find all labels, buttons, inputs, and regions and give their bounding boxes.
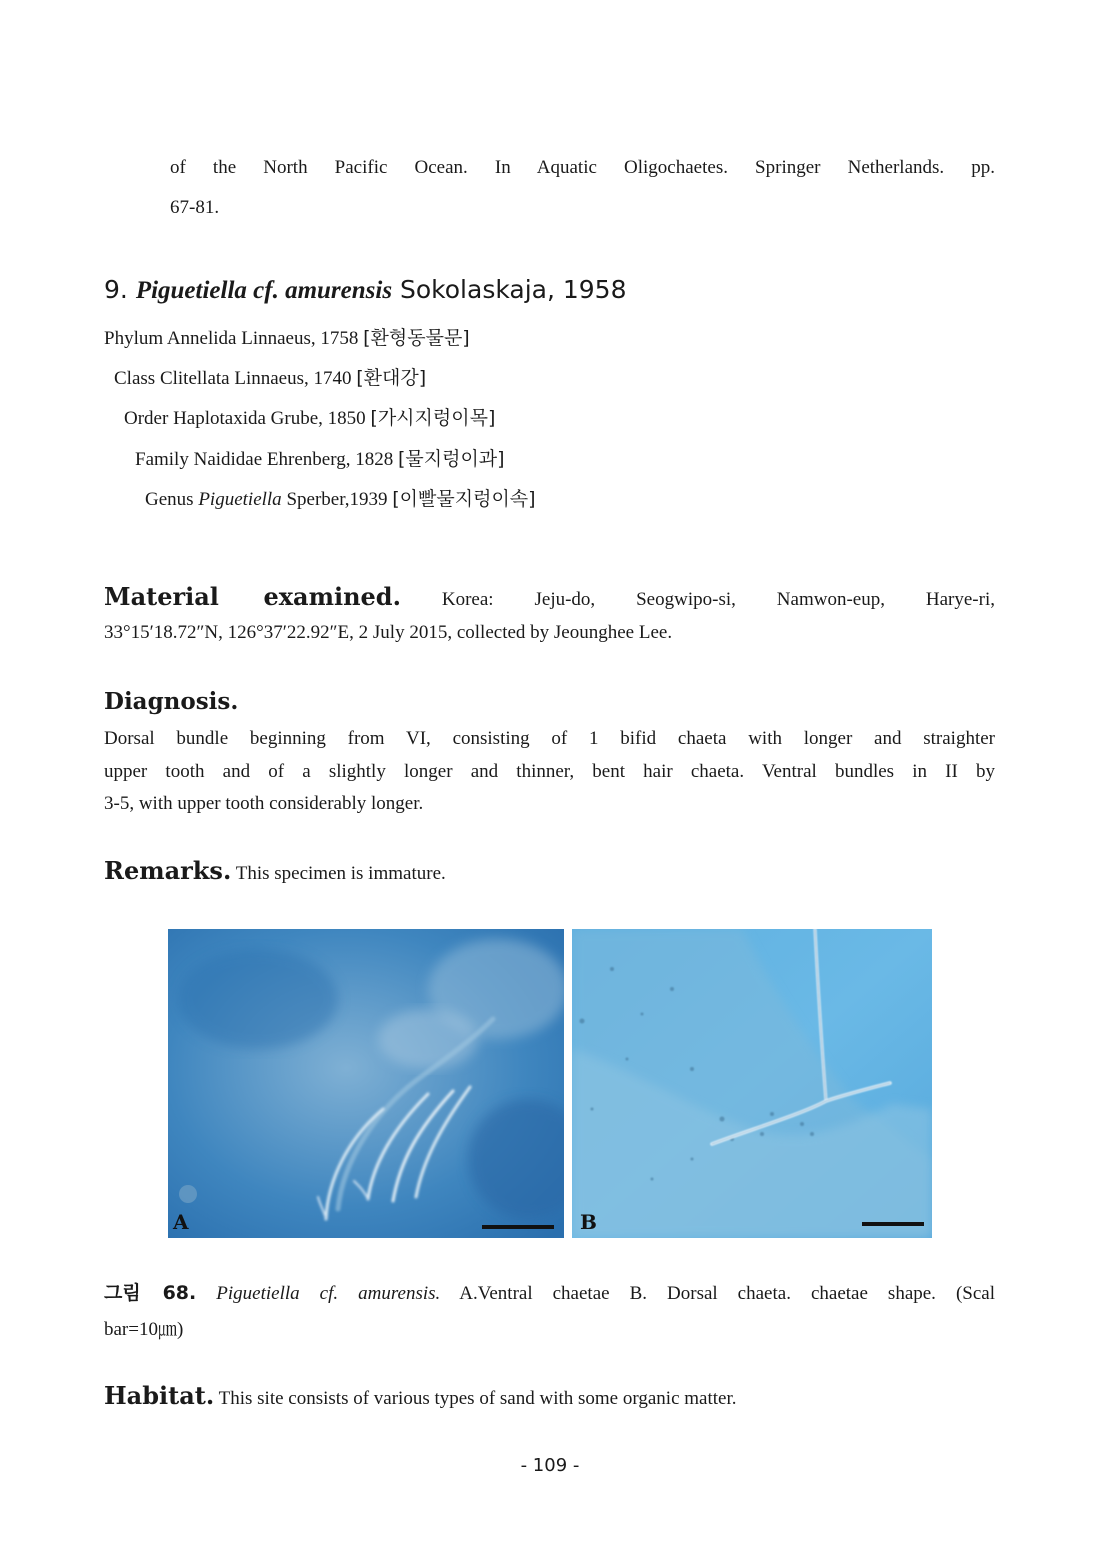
species-name: Piguetiella cf. amurensis xyxy=(135,277,393,304)
taxon-rank: Family xyxy=(135,449,189,470)
reference-line-1: of the North Pacific Ocean. In Aquatic Oligochaetes. Springer Netherlands. pp. xyxy=(170,157,995,178)
diagnosis-line-2: upper tooth and of a slightly longer and thinner, bent hair chaeta. Ventral bundles in II by xyxy=(104,761,995,782)
figure-panel-a xyxy=(168,929,564,1238)
taxon-rank: Order xyxy=(124,408,169,429)
taxon-korean: [환대강] xyxy=(356,367,427,389)
taxon-name: Haplotaxida Grube, 1850 xyxy=(173,408,366,429)
micrograph-dorsal-chaeta xyxy=(572,929,932,1238)
micrograph-ventral-chaetae xyxy=(168,929,564,1238)
diagnosis-line-1: Dorsal bundle beginning from VI, consisting of 1 bifid chaeta with longer and straighter xyxy=(104,728,995,749)
taxon-korean: [물지렁이과] xyxy=(397,448,505,470)
taxon-korean: [가시지렁이목] xyxy=(370,407,496,429)
reference-line-2: 67-81. xyxy=(170,197,220,218)
taxon-name-italic: Piguetiella xyxy=(198,489,282,510)
habitat xyxy=(104,1380,736,1415)
figure-panel-b xyxy=(572,929,932,1238)
taxonomy-order xyxy=(124,406,495,431)
diagnosis-line-3: 3-5, with upper tooth considerably longer. xyxy=(104,793,424,814)
caption-species: Piguetiella cf. amurensis. xyxy=(216,1283,441,1304)
caption-text: A.Ventral chaetae B. Dorsal chaeta. chaetae shape. (Scal xyxy=(459,1283,995,1304)
taxon-name: Naididae Ehrenberg, 1828 xyxy=(193,449,394,470)
species-title xyxy=(104,275,627,305)
material-examined-line-1 xyxy=(104,581,995,616)
species-number: 9. xyxy=(104,275,128,304)
material-heading: Material examined. xyxy=(104,582,401,611)
taxonomy-phylum xyxy=(104,326,470,351)
panel-a-label: A xyxy=(173,1210,189,1234)
taxon-name: Annelida Linnaeus, 1758 xyxy=(166,328,359,349)
scale-bar-a xyxy=(482,1225,554,1229)
taxonomy-family xyxy=(135,447,505,472)
material-text-1: Korea: Jeju-do, Seogwipo-si, Namwon-eup, Harye-ri, xyxy=(441,589,995,610)
habitat-text: This site consists of various types of sand with some organic matter. xyxy=(218,1388,737,1409)
remarks xyxy=(104,855,446,890)
diagnosis-heading: Diagnosis. xyxy=(104,688,239,715)
figure-caption-line-1 xyxy=(104,1277,995,1310)
page-number: - 109 - xyxy=(520,1455,580,1476)
material-examined-line-2: 33°15′18.72″N, 126°37′22.92″E, 2 July 2015, collected by Jeounghee Lee. xyxy=(104,622,673,643)
taxon-name: Clitellata Linnaeus, 1740 xyxy=(159,368,352,389)
species-author: Sokolaskaja, 1958 xyxy=(400,275,627,304)
taxon-name: Sperber,1939 xyxy=(286,489,388,510)
taxon-rank: Phylum xyxy=(104,328,164,349)
panel-b-label: B xyxy=(580,1210,597,1234)
taxonomy-class xyxy=(114,366,426,391)
taxonomy-genus xyxy=(145,487,536,512)
remarks-heading: Remarks. xyxy=(104,856,232,885)
figure-caption-line-2: bar=10㎛) xyxy=(104,1319,184,1340)
scale-bar-b xyxy=(862,1222,924,1226)
habitat-heading: Habitat. xyxy=(104,1381,215,1410)
taxon-rank: Class xyxy=(114,368,156,389)
remarks-text: This specimen is immature. xyxy=(235,863,446,884)
taxon-rank: Genus xyxy=(145,489,194,510)
taxon-korean: [이빨물지렁이속] xyxy=(392,488,536,510)
caption-label: 그림 68. xyxy=(104,1282,197,1304)
taxon-korean: [환형동물문] xyxy=(363,327,470,349)
